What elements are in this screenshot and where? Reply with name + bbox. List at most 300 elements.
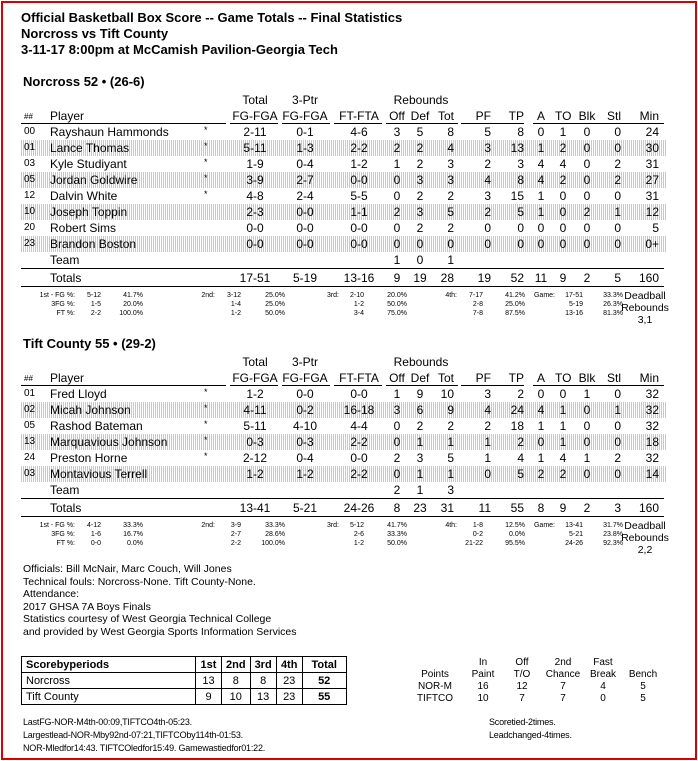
player-tot: 1 <box>447 435 454 449</box>
player-row <box>21 172 666 188</box>
player-off: 1 <box>393 387 401 401</box>
player-to: 0 <box>559 189 567 203</box>
col-header-ft: FT-FTA <box>339 109 379 123</box>
player-stl: 0 <box>614 125 621 139</box>
quarter-m2: 3-12 <box>226 292 241 299</box>
team-title: Tift County 55 • (29-2) <box>23 336 156 351</box>
player-to: 4 <box>559 451 567 465</box>
player-fg3: 0-3 <box>296 435 314 449</box>
totals-rule <box>21 498 664 499</box>
player-a: 1 <box>537 141 545 155</box>
totals-min: 160 <box>638 271 659 285</box>
group-rebounds-label: Rebounds <box>393 355 449 369</box>
totals-min: 160 <box>638 501 659 515</box>
player-tp: 18 <box>510 419 524 433</box>
quarter-p3: 75.0% <box>387 310 407 317</box>
player-blk: 0 <box>583 419 591 433</box>
col-header-num: ## <box>24 112 33 121</box>
column-header-row <box>21 370 666 386</box>
totals-fg: 17-51 <box>239 271 271 285</box>
quarter-p3: 20.0% <box>387 292 407 299</box>
player-row <box>21 402 666 418</box>
provided-by-line: and provided by West Georgia Sports Information Services <box>23 625 297 638</box>
quarter-h4: 4th: <box>445 522 457 529</box>
player-a: 1 <box>537 451 545 465</box>
player-num: 20 <box>24 222 36 233</box>
player-blk: 0 <box>583 221 591 235</box>
player-stl: 2 <box>614 173 621 187</box>
player-ft: 1-1 <box>350 205 368 219</box>
player-a: 1 <box>537 419 545 433</box>
totals-fg3: 5-21 <box>292 501 318 515</box>
player-row <box>21 156 666 172</box>
player-num: 05 <box>24 420 36 431</box>
col-header-player: Player <box>50 371 85 385</box>
player-fg: 0-3 <box>246 435 264 449</box>
quarter-m4: 0-2 <box>472 531 483 538</box>
player-min: 0+ <box>645 237 659 251</box>
player-row <box>21 188 666 204</box>
quarter-mg: 17-51 <box>565 292 583 299</box>
col-header-tot: Tot <box>437 371 454 385</box>
player-off: 2 <box>393 205 401 219</box>
player-pf: 0 <box>484 237 491 251</box>
player-off: 1 <box>393 253 401 267</box>
player-ft: 0-0 <box>350 451 368 465</box>
misc-cell: 5 <box>640 681 646 692</box>
officials-line: Officials: Bill McNair, Marc Couch, Will Jones <box>23 563 232 575</box>
totals-tot: 28 <box>440 271 454 285</box>
totals-label: Totals <box>50 501 82 515</box>
score-row-tift-county: Tift County 9 10 13 23 55 <box>22 689 347 705</box>
quarter-p: 20.0% <box>123 301 143 308</box>
player-name: Brandon Boston <box>50 237 137 251</box>
player-ft: 2-2 <box>350 467 368 481</box>
quarter-p2: 100.0% <box>261 540 285 547</box>
player-tp: 2 <box>517 435 524 449</box>
player-ft: 1-2 <box>350 157 368 171</box>
col-header-stl: Stl <box>606 371 621 385</box>
player-tot: 8 <box>447 125 454 139</box>
quarter-m: 1-6 <box>90 531 101 538</box>
player-pf: 3 <box>484 141 491 155</box>
column-header-row <box>21 108 666 124</box>
score-row-norcross: Norcross 13 8 8 23 52 <box>22 673 347 689</box>
totals-ft: 24-26 <box>343 501 375 515</box>
technical-fouls-line: Technical fouls: Norcross-None. Tift County-None. <box>23 575 256 588</box>
player-off: 0 <box>393 189 401 203</box>
quarter-pg: 26.3% <box>603 301 623 308</box>
player-ft: 0-0 <box>350 173 368 187</box>
misc-header: T/O <box>513 669 531 680</box>
totals-bottom-rule <box>21 516 664 517</box>
player-row <box>21 450 666 466</box>
totals-row <box>21 268 666 286</box>
player-ft: 16-18 <box>343 403 375 417</box>
col-header-to: TO <box>555 109 572 123</box>
player-def: 2 <box>416 419 424 433</box>
quarter-h3: 3rd: <box>326 522 339 529</box>
player-to: 0 <box>559 221 567 235</box>
misc-cell: 7 <box>560 681 566 692</box>
quarter-h4: 4th: <box>445 292 457 299</box>
player-tot: 3 <box>447 173 454 187</box>
quarter-hg: Game: <box>533 522 555 529</box>
deadball-rebounds: 2,2 <box>637 544 653 556</box>
player-pf: 0 <box>484 221 491 235</box>
shooting-by-quarter-row <box>21 292 621 301</box>
misc-cell: 12 <box>516 681 528 692</box>
quarter-m3: 5-12 <box>349 522 364 529</box>
totals-pf: 11 <box>478 501 491 515</box>
player-to: 4 <box>559 157 567 171</box>
player-name: Team <box>50 483 80 497</box>
quarter-p2: 50.0% <box>265 310 285 317</box>
quarter-hg: Game: <box>533 292 555 299</box>
misc-header: Bench <box>628 669 658 680</box>
totals-pf: 19 <box>477 271 491 285</box>
player-pf: 2 <box>484 205 491 219</box>
player-pf: 2 <box>484 157 491 171</box>
player-fg3: 0-1 <box>296 125 314 139</box>
totals-tp: 52 <box>510 271 524 285</box>
player-name: Jordan Goldwire <box>50 173 138 187</box>
time-led-line: NOR-Mledfor14:43. TIFTCOledfor15:49. Gamewastiedfor01:22. <box>23 743 266 753</box>
col-header-min: Min <box>639 109 659 123</box>
player-a: 4 <box>537 173 545 187</box>
box-score-table <box>21 354 666 516</box>
totals-row <box>21 498 666 516</box>
player-stl: 0 <box>614 387 621 401</box>
totals-stl: 3 <box>614 501 621 515</box>
player-def: 3 <box>416 451 424 465</box>
quarter-label: 3FG %: <box>51 301 75 308</box>
quarter-pg: 23.8% <box>603 531 623 538</box>
player-tot: 5 <box>447 205 454 219</box>
player-pf: 4 <box>484 173 491 187</box>
deadball-rebounds: Deadball <box>624 520 666 532</box>
player-tp: 8 <box>517 125 524 139</box>
player-star: * <box>204 173 208 183</box>
player-tot: 3 <box>447 157 454 171</box>
player-num: 03 <box>24 158 36 169</box>
player-min: 27 <box>645 173 659 187</box>
quarter-label: FT %: <box>56 310 75 317</box>
totals-off: 9 <box>393 271 401 285</box>
player-star: * <box>204 451 208 461</box>
player-row <box>21 386 666 402</box>
player-name: Dalvin White <box>50 189 118 203</box>
player-fg: 4-11 <box>243 403 267 417</box>
player-off: 0 <box>393 467 401 481</box>
misc-cell: 5 <box>640 693 646 704</box>
player-fg3: 0-4 <box>296 451 314 465</box>
totals-def: 19 <box>413 271 427 285</box>
player-row <box>21 220 666 236</box>
col-header-pf: PF <box>475 371 491 385</box>
player-num: 01 <box>24 142 36 153</box>
quarter-p4: 87.5% <box>505 310 525 317</box>
quarter-m: 4-12 <box>86 522 101 529</box>
player-num: 23 <box>24 238 36 249</box>
player-min: 5 <box>652 221 659 235</box>
quarter-p: 41.7% <box>123 292 143 299</box>
player-a: 4 <box>537 157 545 171</box>
quarter-m: 0-0 <box>90 540 101 547</box>
player-stl: 1 <box>614 205 621 219</box>
quarter-p4: 0.0% <box>509 531 525 538</box>
player-off: 0 <box>393 221 401 235</box>
player-tot: 2 <box>447 221 454 235</box>
quarter-label: 1st - FG %: <box>39 292 75 299</box>
player-fg: 5-11 <box>243 141 267 155</box>
quarter-m4: 7-8 <box>472 310 483 317</box>
player-fg3: 0-0 <box>296 237 314 251</box>
player-def: 3 <box>416 205 424 219</box>
totals-to: 9 <box>559 501 567 515</box>
player-fg3: 1-3 <box>296 141 314 155</box>
totals-bottom-rule <box>21 286 664 287</box>
player-blk: 1 <box>583 451 591 465</box>
player-tp: 4 <box>517 451 524 465</box>
player-num: 02 <box>24 404 36 415</box>
totals-ft: 13-16 <box>343 271 375 285</box>
player-tot: 1 <box>447 467 454 481</box>
player-to: 1 <box>559 403 567 417</box>
player-fg3: 0-2 <box>296 403 314 417</box>
player-blk: 0 <box>583 189 591 203</box>
player-min: 31 <box>645 189 659 203</box>
totals-blk: 2 <box>583 501 591 515</box>
player-star: * <box>204 189 208 199</box>
col-header-off: Off <box>389 109 405 123</box>
misc-cell: NOR-M <box>418 681 452 692</box>
misc-header-top: In <box>478 657 488 668</box>
player-stl: 0 <box>614 189 621 203</box>
player-min: 32 <box>645 451 659 465</box>
quarter-m4: 7-17 <box>468 292 483 299</box>
quarter-m3: 2-10 <box>349 292 364 299</box>
player-min: 31 <box>645 157 659 171</box>
deadball-rebounds: 3,1 <box>637 314 653 326</box>
quarter-mg: 13-16 <box>565 310 583 317</box>
totals-a: 11 <box>534 271 548 285</box>
misc-cell: 10 <box>477 693 489 704</box>
player-def: 2 <box>416 189 424 203</box>
col-header-pf: PF <box>475 109 491 123</box>
col-header-blk: Blk <box>578 371 596 385</box>
player-name: Preston Horne <box>50 451 128 465</box>
player-def: 0 <box>416 237 424 251</box>
player-def: 6 <box>416 403 424 417</box>
largest-lead-line: Largestlead-NOR-Mby92nd-07:21,TIFTCOby114th-01:53. <box>23 730 243 740</box>
player-ft: 2-2 <box>350 141 368 155</box>
player-ft: 0-0 <box>350 221 368 235</box>
player-fg: 2-12 <box>242 451 268 465</box>
quarter-h3: 3rd: <box>326 292 339 299</box>
score-tied-line: Scoretied-2times. <box>489 717 556 727</box>
player-name: Rayshaun Hammonds <box>50 125 169 139</box>
player-to: 2 <box>559 173 567 187</box>
deadball-rebounds: Rebounds <box>621 302 669 314</box>
game-info: 3-11-17 8:00pm at McCamish Pavilion-Georgia Tech <box>21 42 338 57</box>
group-3ptr-label: 3-Ptr <box>291 93 318 107</box>
player-def: 1 <box>416 467 424 481</box>
player-stl: 0 <box>614 221 621 235</box>
col-header-fg3: FG-FGA <box>282 109 328 123</box>
player-num: 10 <box>24 206 36 217</box>
player-star: * <box>204 435 208 445</box>
player-to: 0 <box>559 205 567 219</box>
player-a: 2 <box>537 467 545 481</box>
player-def: 1 <box>416 435 424 449</box>
player-tp: 5 <box>517 205 524 219</box>
player-tot: 9 <box>447 403 454 417</box>
deadball-rebounds: Rebounds <box>621 532 669 544</box>
group-header-row <box>21 354 666 370</box>
player-fg: 0-0 <box>246 221 264 235</box>
quarter-p4: 41.2% <box>505 292 525 299</box>
team-title: Norcross 52 • (26-6) <box>23 74 145 89</box>
player-pf: 0 <box>484 467 491 481</box>
quarter-p3: 33.3% <box>387 531 407 538</box>
player-off: 0 <box>393 435 401 449</box>
player-star: * <box>204 125 208 135</box>
player-name: Team <box>50 253 80 267</box>
matchup-title: Norcross vs Tift County <box>21 26 169 41</box>
player-name: Rashod Bateman <box>50 419 143 433</box>
player-blk: 0 <box>583 435 591 449</box>
player-a: 1 <box>537 205 545 219</box>
player-blk: 0 <box>583 173 591 187</box>
player-ft: 2-2 <box>350 435 368 449</box>
col-header-fg3: FG-FGA <box>282 371 328 385</box>
player-to: 2 <box>559 467 567 481</box>
totals-blk: 2 <box>583 271 591 285</box>
totals-tp: 55 <box>510 501 524 515</box>
col-header-stl: Stl <box>606 109 621 123</box>
player-num: 24 <box>24 452 36 463</box>
player-def: 3 <box>416 173 424 187</box>
player-tot: 5 <box>447 451 454 465</box>
player-stl: 0 <box>614 435 621 449</box>
player-fg3: 2-7 <box>296 173 314 187</box>
player-pf: 4 <box>484 403 491 417</box>
player-name: Marquavious Johnson <box>50 435 168 449</box>
player-pf: 1 <box>484 435 491 449</box>
totals-label: Totals <box>50 271 82 285</box>
report-title: Official Basketball Box Score -- Game Totals -- Final Statistics <box>21 10 403 25</box>
player-def: 9 <box>416 387 424 401</box>
player-row <box>21 204 666 220</box>
attendance-line: Attendance: <box>23 588 80 600</box>
player-min: 32 <box>645 403 659 417</box>
player-row <box>21 434 666 450</box>
quarter-m: 5-12 <box>86 292 101 299</box>
player-fg3: 0-0 <box>296 221 314 235</box>
totals-fg: 13-41 <box>239 501 271 515</box>
player-stl: 0 <box>614 419 621 433</box>
quarter-m2: 1-4 <box>230 301 241 308</box>
player-fg: 2-11 <box>243 125 267 139</box>
event-line: 2017 GHSA 7A Boys Finals <box>23 600 151 613</box>
player-min: 30 <box>645 141 659 155</box>
quarter-p4: 25.0% <box>505 301 525 308</box>
col-header-def: Def <box>410 109 430 123</box>
player-star: * <box>204 419 208 429</box>
score-by-periods-table <box>21 656 347 705</box>
player-a: 0 <box>537 221 545 235</box>
player-def: 2 <box>416 141 424 155</box>
player-fg3: 0-0 <box>296 205 314 219</box>
player-name: Montavious Terrell <box>50 467 148 481</box>
quarter-pg: 81.3% <box>603 310 623 317</box>
quarter-m3: 1-2 <box>353 540 364 547</box>
quarter-h2: 2nd: <box>201 292 215 299</box>
quarter-pg: 92.3% <box>603 540 623 547</box>
player-stl: 1 <box>614 403 621 417</box>
group-total-label: Total <box>242 355 268 369</box>
quarter-m2: 1-2 <box>230 310 241 317</box>
player-blk: 0 <box>583 403 591 417</box>
player-fg: 2-3 <box>246 205 264 219</box>
col-header-tp: TP <box>508 109 524 123</box>
totals-fg3: 5-19 <box>292 271 318 285</box>
col-header-off: Off <box>389 371 405 385</box>
totals-rule <box>21 268 664 269</box>
player-num: 00 <box>24 126 36 137</box>
player-blk: 0 <box>583 157 591 171</box>
quarter-m: 1-5 <box>90 301 101 308</box>
totals-a: 8 <box>537 501 545 515</box>
quarter-m2: 2-2 <box>230 540 241 547</box>
col-header-min: Min <box>639 371 659 385</box>
player-a: 0 <box>537 387 545 401</box>
player-ft: 4-6 <box>350 125 368 139</box>
player-min: 32 <box>645 419 659 433</box>
player-pf: 3 <box>484 387 491 401</box>
player-fg: 1-9 <box>246 157 264 171</box>
player-fg3: 4-10 <box>292 419 318 433</box>
lead-changed-line: Leadchanged-4times. <box>489 730 572 740</box>
player-tp: 24 <box>510 403 524 417</box>
player-off: 2 <box>393 141 401 155</box>
player-off: 2 <box>393 483 401 497</box>
misc-cell: 4 <box>600 681 606 692</box>
misc-cell: TIFTCO <box>416 693 454 704</box>
player-tot: 2 <box>447 189 454 203</box>
player-tot: 4 <box>447 141 454 155</box>
score-by-periods-header: Scorebyperiods 1st 2nd 3rd 4th Total <box>22 657 347 673</box>
player-fg: 5-11 <box>243 419 267 433</box>
col-header-num: ## <box>24 374 33 383</box>
player-off: 2 <box>393 451 401 465</box>
player-pf: 3 <box>484 189 491 203</box>
player-num: 12 <box>24 190 36 201</box>
col-header-fg: FG-FGA <box>232 371 278 385</box>
player-blk: 0 <box>583 237 591 251</box>
misc-header: Chance <box>545 669 581 680</box>
col-header-a: A <box>536 109 545 123</box>
box-score-table <box>21 92 666 286</box>
totals-def: 23 <box>413 501 427 515</box>
player-fg3: 0-0 <box>296 387 314 401</box>
player-pf: 1 <box>484 451 491 465</box>
player-row <box>21 140 666 156</box>
misc-cell: 7 <box>560 693 566 704</box>
player-def: 0 <box>416 253 424 267</box>
player-blk: 0 <box>583 141 591 155</box>
